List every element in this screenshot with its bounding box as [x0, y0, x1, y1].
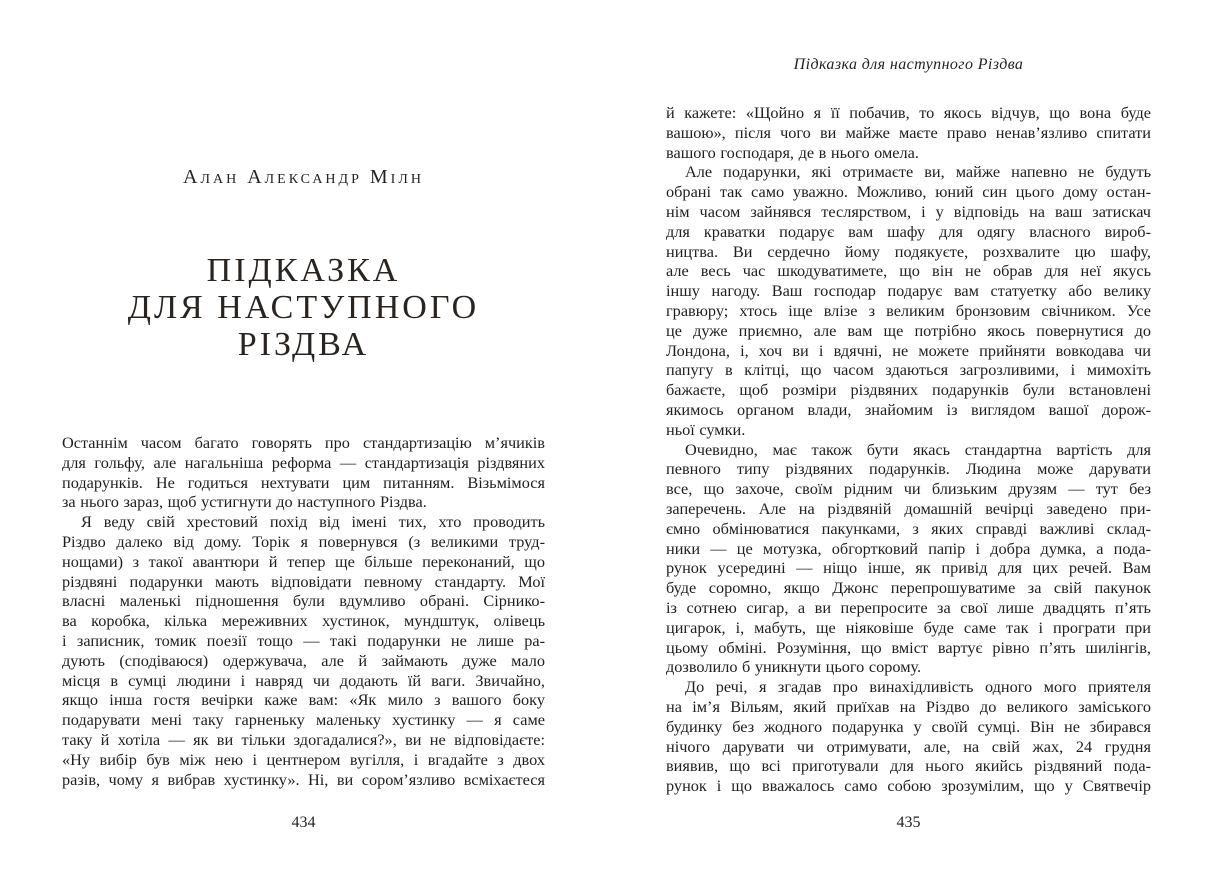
left-page	[62, 0, 545, 882]
text-line: ємно обмінюватися пакунками, з яких справді важливі склад-	[666, 518, 1151, 538]
text-line: для гольфу, але нагальніша реформа — стандартизація різдвяних	[62, 452, 545, 472]
text-line: «Ну вибір був між нею і центнером вугілля, і вгадайте з двох	[62, 749, 545, 769]
text-line: подарувати мені таку гарненьку маленьку хустинку — я саме	[62, 710, 545, 730]
text-line: До речі, я згадав про винахідливість одного мого приятеля	[685, 677, 1151, 697]
text-line: дозволило б уникнути цього сорому.	[666, 657, 922, 677]
text-line: певного типу різдвяних подарунків. Людина може дарувати	[666, 459, 1151, 479]
text-line: обрані так само уважно. Можливо, юний син цього дому остан-	[666, 182, 1151, 202]
text-line: Останнім часом багато говорять про стандартизацію м’ячиків	[62, 433, 545, 452]
text-line: все, що захоче, своїм рідним чи близьким друзям — тут без	[666, 479, 1151, 499]
story-title-line: ДЛЯ НАСТУПНОГО	[127, 289, 480, 326]
text-line: але весь час шкодуватимете, що він не обрав для неї якусь	[666, 261, 1151, 281]
text-line: Лондона, і, хоч ви і вдячні, не можете прийняти вовкодава чи	[666, 340, 1151, 360]
text-line: за нього зараз, щоб устигнути до наступного Різдва.	[62, 492, 427, 512]
text-line: цигарок, і, мабуть, ще ніяковіше буде саме так і програти при	[666, 617, 1151, 637]
text-line: Я веду свій хрестовий похід від імені тих, хто проводить	[81, 512, 545, 532]
text-line: Очевидно, має також бути якась стандартна вартість для	[685, 439, 1151, 459]
text-line: якимось органом влади, знайомим із виглядом вашої дорож-	[666, 399, 1151, 419]
text-line: Але подарунки, які отримаєте ви, майже напевно не будуть	[685, 162, 1151, 182]
text-line: подарунків. Не годиться нехтувати цим питанням. Візьмімося	[62, 472, 545, 492]
story-title-line: ПІДКАЗКА	[206, 252, 401, 289]
text-line: ньої сумки.	[666, 419, 746, 439]
right-page-number: 435	[896, 814, 921, 831]
text-line: рунок і що вважалось само собою зрозумілим, що у Святвечір	[666, 776, 1151, 796]
right-page-body	[666, 103, 1151, 796]
text-line: місця в сумці людини і навряд чи додають їй ваги. Звичайно,	[62, 670, 545, 690]
author-name: Алан Александр Мілн	[183, 166, 424, 188]
text-line: разів, чому я вибрав хустинку». Ні, ви сором’язливо всміхаєтеся	[62, 769, 545, 789]
text-line: цьому обміні. Розуміння, що вміст вартує рівно п’ять шилінгів,	[666, 637, 1151, 657]
story-title	[62, 252, 545, 363]
text-line: й кажете: «Щойно я її побачив, то якось відчув, що вона буде	[666, 103, 1151, 122]
text-line: ники — це мотузка, обгортковий папір і добра думка, а пода-	[666, 538, 1151, 558]
text-line: власні маленькі підношення були вдумливо обрані. Сірнико-	[62, 591, 545, 611]
right-page	[666, 0, 1151, 882]
text-line: гравюру; хтось іще влізе з великим бронзовим свічником. Усе	[666, 300, 1151, 320]
text-line: буде соромно, якщо Джонс перепрошуватиме за свій пакунок	[666, 578, 1151, 598]
text-line: виявив, що всі приготували для нього якийсь різдвяний пода-	[666, 756, 1151, 776]
text-line: дують (сподіваюся) одержувача, але й займають дуже мало	[62, 650, 545, 670]
running-header: Підказка для наступного Різдва	[793, 56, 1024, 73]
text-line: ництва. Ви сердечно йому подякуєте, розхвалите цю шафу,	[666, 241, 1151, 261]
left-page-number: 434	[291, 814, 316, 831]
text-line: папугу в клітці, що часом здаються загрозливими, і мимохіть	[666, 360, 1151, 380]
text-line: таку й хотіла — як ви тільки здогадалися?», ви не відповідаєте:	[62, 729, 545, 749]
text-line: якщо інша гостя вечірки каже вам: «Як мило з вашого боку	[62, 690, 545, 710]
text-line: Різдво далеко від дому. Торік я повернувся (з великими труд-	[62, 531, 545, 551]
text-line: це дуже приємно, але вам ще потрібно якось повернутися до	[666, 320, 1151, 340]
story-title-line: РІЗДВА	[237, 326, 370, 363]
text-line: нім часом зайнявся теслярством, і у відповідь на ваш затискач	[666, 201, 1151, 221]
text-line: рунок усередині — ніщо інше, як привід для цих речей. Вам	[666, 558, 1151, 578]
text-line: на ім’я Вільям, який приїхав на Різдво до великого заміського	[666, 696, 1151, 716]
text-line: для краватки подарує вам шафу для одягу власного вироб-	[666, 221, 1151, 241]
text-line: ва коробка, кілька мереживних хустинок, мундштук, олівець	[62, 611, 545, 631]
text-line: заперечень. Але на різдвяній домашній вечірці заведено при-	[666, 498, 1151, 518]
text-line: бажаєте, щоб розміри різдвяних подарунків були встановлені	[666, 380, 1151, 400]
text-line: із сотнею сигар, а ви перепросите за свої лише двадцять п’ять	[666, 597, 1151, 617]
text-line: будинку без жодного подарунка у своїй сумці. Він не збирався	[666, 716, 1151, 736]
text-line: нічого дарувати чи отримувати, але, на свій жах, 24 грудня	[666, 736, 1151, 756]
text-line: і записник, томик поезії тощо — такі подарунки не лише ра-	[62, 630, 545, 650]
text-line: вашою», після чого ви майже маєте право ненав’язливо спитати	[666, 122, 1151, 142]
text-line: вашого господаря, де в нього омела.	[666, 142, 919, 162]
text-line: різдвяні подарунки мають відповідати певному стандарту. Мої	[62, 571, 545, 591]
left-page-body	[62, 433, 545, 789]
text-line: іншу нагоду. Ваш господар подарує вам статуетку або велику	[666, 281, 1151, 301]
text-line: нощами) з такої авантюри й тепер ще більше переконаний, що	[62, 551, 545, 571]
